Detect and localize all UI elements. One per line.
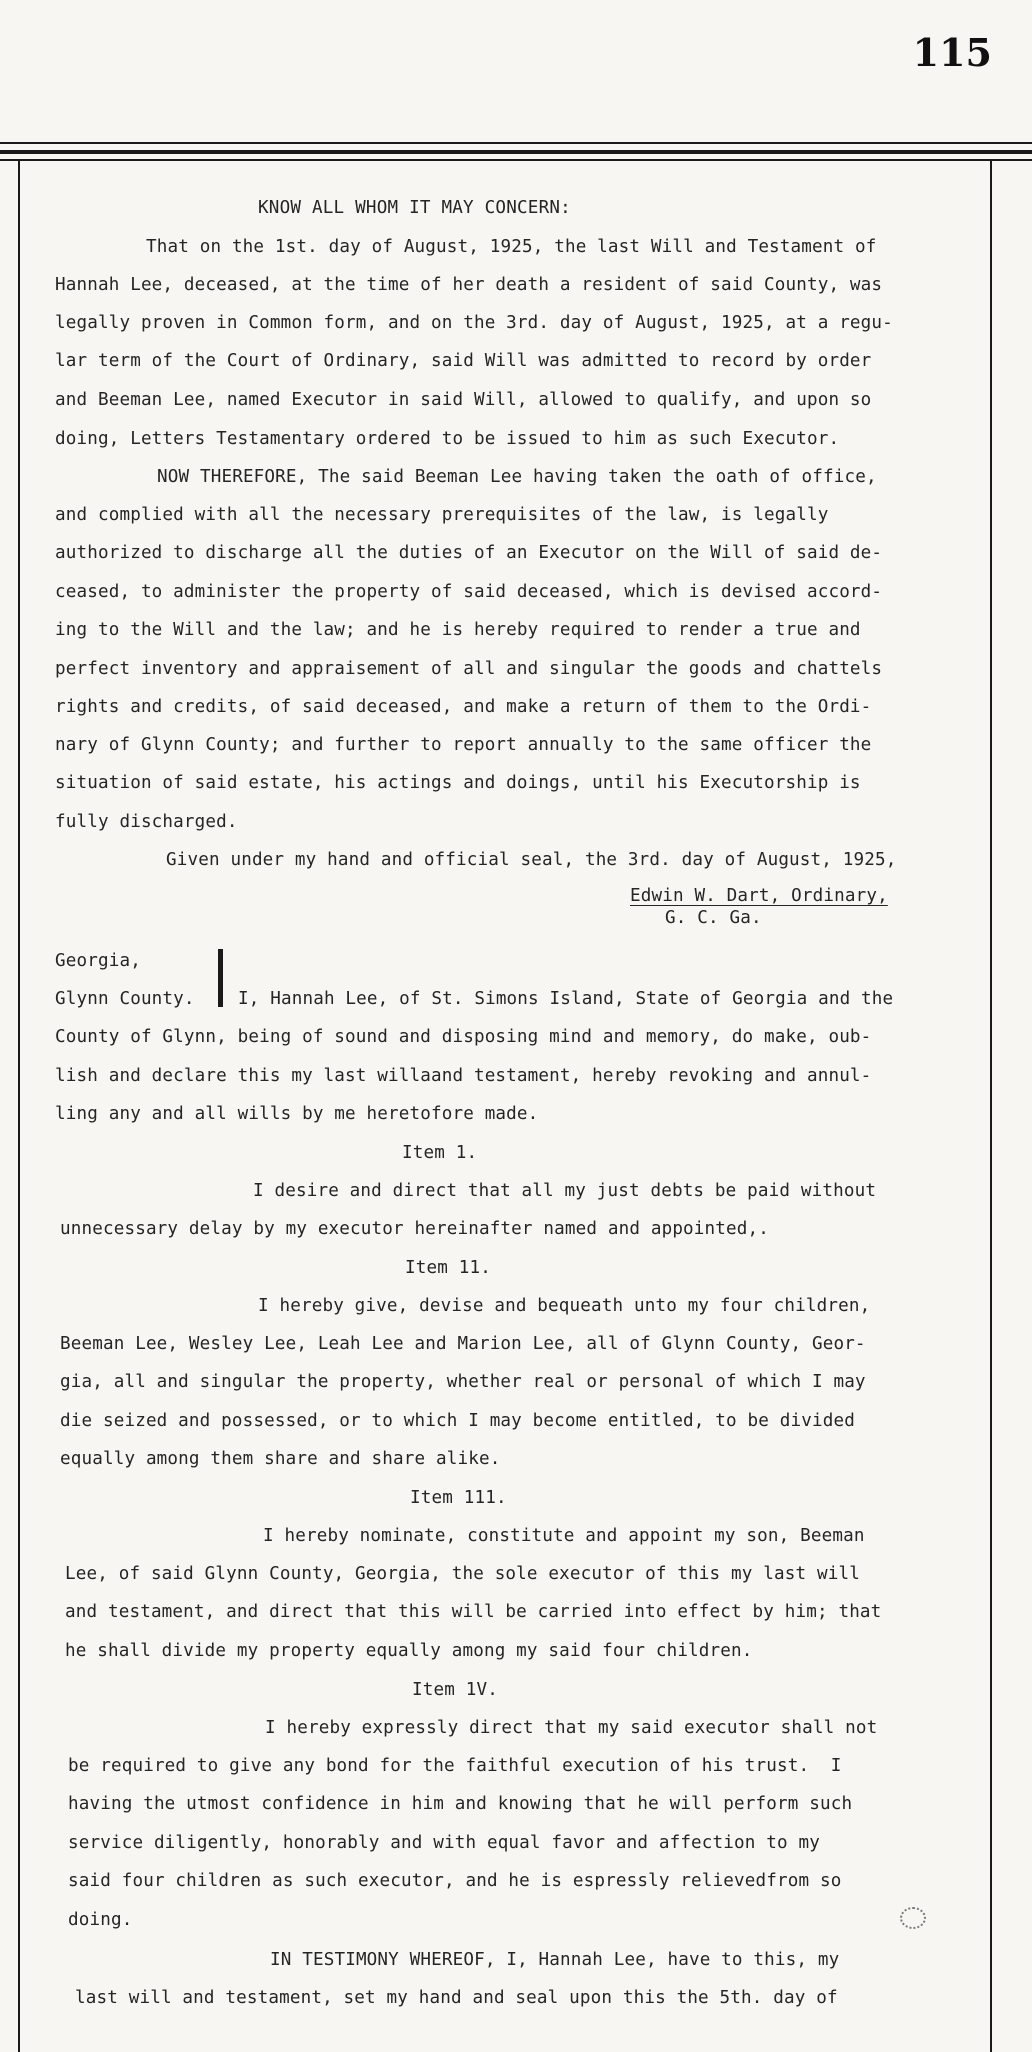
will-line: equally among them share and share alike.: [60, 1449, 501, 1469]
will-line: gia, all and singular the property, whether real or personal of which I may: [60, 1372, 866, 1392]
ordinary-signature: Edwin W. Dart, Ordinary,: [630, 886, 888, 906]
will-line: Lee, of said Glynn County, Georgia, the sole executor of this my last will: [65, 1564, 860, 1584]
letters-line: Given under my hand and official seal, the 3rd. day of August, 1925,: [166, 850, 897, 870]
item-heading: Item 111.: [410, 1488, 507, 1508]
letters-line: perfect inventory and appraisement of all and singular the goods and chattels: [55, 659, 883, 679]
will-county: Glynn County.: [55, 989, 195, 1009]
will-line: he shall divide my property equally among my said four children.: [65, 1641, 753, 1661]
letters-line: authorized to discharge all the duties of an Executor on the Will of said de-: [55, 543, 883, 563]
right-margin-line: [990, 159, 992, 2052]
letters-line: That on the 1st. day of August, 1925, the last Will and Testament of: [146, 237, 877, 257]
will-line: having the utmost confidence in him and knowing that he will perform such: [68, 1794, 853, 1814]
item-heading: Item 1.: [402, 1143, 478, 1163]
will-line: ling any and all wills by me heretofore made.: [55, 1104, 539, 1124]
testimony-line: IN TESTIMONY WHEREOF, I, Hannah Lee, have to this, my: [270, 1950, 840, 1970]
will-line: I, Hannah Lee, of St. Simons Island, State of Georgia and the: [238, 989, 894, 1009]
will-line: Beeman Lee, Wesley Lee, Leah Lee and Marion Lee, all of Glynn County, Geor-: [60, 1334, 866, 1354]
letters-line: nary of Glynn County; and further to report annually to the same officer the: [55, 735, 872, 755]
letters-line: legally proven in Common form, and on the 3rd. day of August, 1925, at a regu-: [55, 313, 893, 333]
top-rule-inner: [0, 159, 1032, 161]
document-heading: KNOW ALL WHOM IT MAY CONCERN:: [258, 198, 571, 218]
letters-line: and Beeman Lee, named Executor in said Will, allowed to qualify, and upon so: [55, 390, 872, 410]
letters-line: fully discharged.: [55, 812, 238, 832]
letters-line: ceased, to administer the property of said deceased, which is devised accord-: [55, 582, 883, 602]
letters-line: NOW THEREFORE, The said Beeman Lee having taken the oath of office,: [157, 467, 877, 487]
top-rule-thin: [0, 142, 1032, 144]
will-line: County of Glynn, being of sound and disposing mind and memory, do make, oub-: [55, 1027, 872, 1047]
letters-line: rights and credits, of said deceased, and make a return of them to the Ordi-: [55, 697, 872, 717]
ordinary-signature-title: G. C. Ga.: [665, 908, 762, 928]
item-heading: Item 11.: [405, 1258, 491, 1278]
will-line: doing.: [68, 1910, 133, 1930]
page-speck: [900, 1907, 926, 1929]
will-line: die seized and possessed, or to which I may become entitled, to be divided: [60, 1411, 855, 1431]
letters-line: situation of said estate, his actings and doings, until his Executorship is: [55, 773, 861, 793]
testimony-line: last will and testament, set my hand and seal upon this the 5th. day of: [75, 1988, 838, 2008]
left-margin-line: [18, 159, 20, 2052]
will-line: service diligently, honorably and with equal favor and affection to my: [68, 1833, 820, 1853]
letters-line: ing to the Will and the law; and he is hereby required to render a true and: [55, 620, 861, 640]
page-number: 115: [912, 30, 992, 75]
will-state: Georgia,: [55, 951, 141, 971]
will-line: said four children as such executor, and he is espressly relievedfrom so: [68, 1871, 842, 1891]
will-line: be required to give any bond for the faithful execution of his trust. I: [68, 1756, 842, 1776]
will-line: and testament, and direct that this will be carried into effect by him; that: [65, 1602, 882, 1622]
letters-line: and complied with all the necessary prerequisites of the law, is legally: [55, 505, 829, 525]
will-line: I desire and direct that all my just debts be paid without: [253, 1181, 877, 1201]
letters-line: lar term of the Court of Ordinary, said Will was admitted to record by order: [55, 351, 872, 371]
will-line: I hereby nominate, constitute and appoint my son, Beeman: [263, 1526, 865, 1546]
will-line: I hereby expressly direct that my said executor shall not: [265, 1718, 878, 1738]
will-line: unnecessary delay by my executor hereinafter named and appointed,.: [60, 1219, 769, 1239]
will-line: lish and declare this my last willaand testament, hereby revoking and annul-: [55, 1066, 872, 1086]
item-heading: Item 1V.: [412, 1680, 498, 1700]
will-line: I hereby give, devise and bequeath unto my four children,: [258, 1296, 871, 1316]
letters-line: doing, Letters Testamentary ordered to be issued to him as such Executor.: [55, 429, 840, 449]
letters-line: Hannah Lee, deceased, at the time of her death a resident of said County, was: [55, 275, 883, 295]
top-rule-thick: [0, 150, 1032, 154]
caption-brace: [218, 949, 223, 1007]
